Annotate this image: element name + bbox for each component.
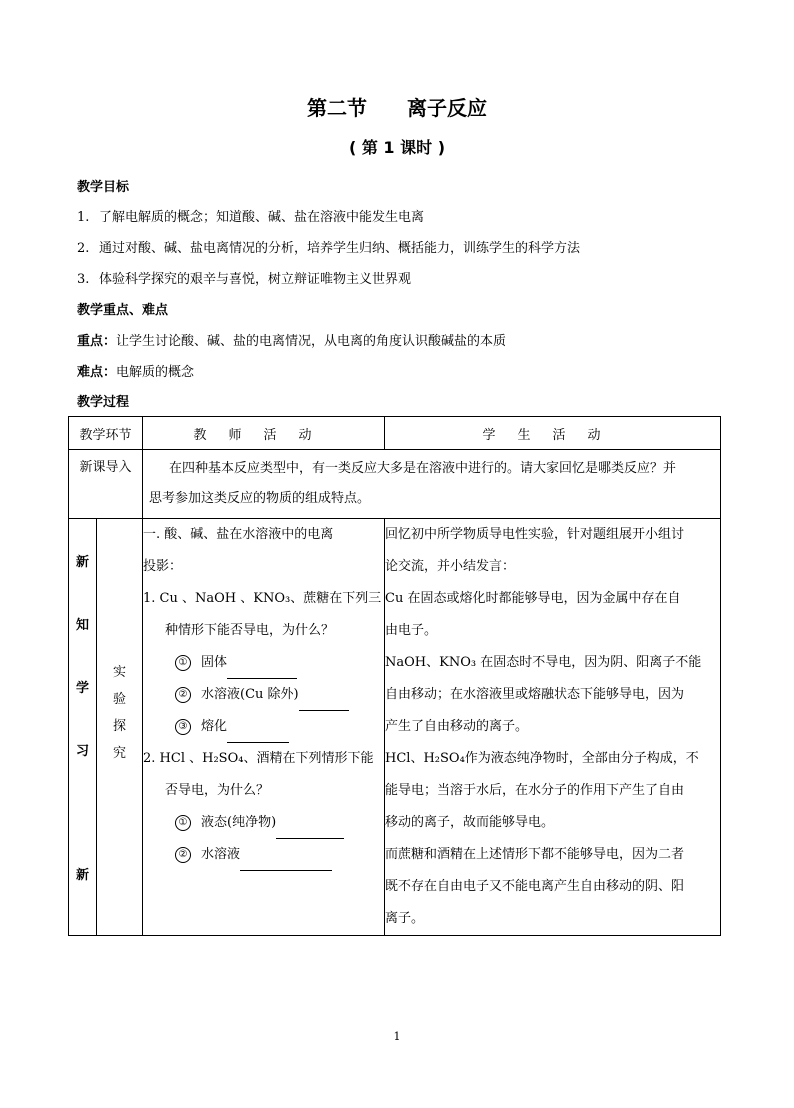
answer-blank [227,728,289,743]
student-line: 回忆初中所学物质导电性实验，针对题组展开小组讨 [385,527,685,542]
goal-number: 3. [77,272,90,287]
intro-line: 在四种基本反应类型中，有一类反应大多是在溶液中进行的。请大家回忆是哪类反应？并 [169,461,677,476]
circled-number: ③ [175,719,191,735]
teacher-item: 熔化 [201,719,228,734]
intro-label: 新课导入 [69,450,143,519]
goal-text: 体验科学探究的艰辛与喜悦，树立辩证唯物主义世界观 [99,272,412,287]
teacher-line: 否导电，为什么？ [165,783,270,798]
header-student [385,417,721,450]
teacher-line [143,679,384,711]
key-text: 让学生讨论酸、碱、盐的电离情况，从电离的角度认识酸碱盐的本质 [116,334,507,349]
side-char: 知 [75,618,89,633]
teacher-item: 水溶液(Cu 除外) [201,687,299,702]
key-heading: 教学重点、难点 [77,303,169,318]
key-label: 重点： [77,334,117,349]
answer-blank [227,664,297,679]
side-label [69,519,97,936]
teacher-line: 一. 酸、碱、盐在水溶液中的电离 [143,527,334,542]
sub-label [97,519,143,936]
student-activity [385,519,721,936]
process-table [68,416,721,936]
goal-number: 1. [77,210,90,225]
teacher-line: 1. Cu 、NaOH 、KNO₃、蔗糖在下列三 [143,591,382,606]
goals-heading: 教学目标 [77,180,130,195]
student-line: 论交流，并小结发言： [385,559,516,574]
goal-text: 通过对酸、碱、盐电离情况的分析，培养学生归纳、概括能力，训练学生的科学方法 [99,241,581,256]
student-line: HCl、H₂SO₄作为液态纯净物时，全部由分子构成，不 [385,751,699,766]
goal-item [77,237,580,256]
header-student-label: 学生活动 [482,427,623,443]
student-line: 由电子。 [385,623,438,638]
sub-char: 究 [113,746,127,761]
teacher-item: 水溶液 [201,847,241,862]
intro-row [69,450,721,519]
difficult-point [77,361,194,380]
process-heading: 教学过程 [77,395,130,410]
side-char: 学 [75,681,89,696]
side-char: 新 [75,868,89,883]
answer-blank [299,696,349,711]
teacher-line: 2. HCl 、H₂SO₄、酒精在下列情形下能 [143,751,374,766]
answer-blank [240,856,332,871]
intro-content [143,450,721,519]
answer-blank [276,824,344,839]
goal-number: 2. [77,241,90,256]
side-char: 新 [75,555,89,570]
page-title [0,92,794,121]
content-row [69,519,721,936]
teacher-line: 投影： [143,559,183,574]
circled-number: ① [175,655,191,671]
page-number: 1 [393,1030,401,1043]
table-header-row [69,417,721,450]
intro-line: 思考参加这类反应的物质的组成特点。 [149,491,371,506]
diff-label: 难点： [77,365,117,380]
student-line: 离子。 [385,911,425,926]
sub-char: 验 [113,692,127,707]
goal-text: 了解电解质的概念；知道酸、碱、盐在溶液中能发生电离 [99,210,425,225]
teacher-item: 液态(纯净物) [201,815,277,830]
student-line: 既不存在自由电子又不能电离产生自由移动的阴、阳 [385,879,685,894]
header-stage: 教学环节 [69,417,143,450]
page-subtitle: ( 第 1 课时 ) [348,138,446,157]
teacher-line [143,839,384,871]
teacher-activity [143,519,385,936]
goal-item [77,206,424,225]
student-line: 移动的离子，故而能够导电。 [385,815,555,830]
goal-item [77,268,411,287]
side-char: 习 [75,744,89,759]
header-teacher-label: 教师活动 [193,427,334,443]
student-line: Cu 在固态或熔化时都能够导电，因为金属中存在自 [385,591,681,606]
circled-number: ① [175,815,191,831]
teacher-line: 种情形下能否导电，为什么？ [165,623,335,638]
student-line: 自由移动；在水溶液里或熔融状态下能够导电，因为 [385,687,685,702]
teacher-line [143,711,384,743]
student-line: NaOH、KNO₃ 在固态时不导电，因为阴、阳离子不能 [385,655,702,670]
sub-char: 探 [113,719,127,734]
circled-number: ② [175,847,191,863]
title-topic: 离子反应 [407,96,487,120]
teacher-item: 固体 [201,655,228,670]
header-teacher [143,417,385,450]
student-line: 能导电；当溶于水后，在水分子的作用下产生了自由 [385,783,685,798]
student-line: 而蔗糖和酒精在上述情形下都不能够导电，因为二者 [385,847,685,862]
student-line: 产生了自由移动的离子。 [385,719,529,734]
sub-char: 实 [113,665,127,680]
circled-number: ② [175,687,191,703]
teacher-line [143,647,384,679]
diff-text: 电解质的概念 [116,365,195,380]
teacher-line [143,807,384,839]
title-section: 第二节 [307,96,367,120]
key-point [77,330,506,349]
